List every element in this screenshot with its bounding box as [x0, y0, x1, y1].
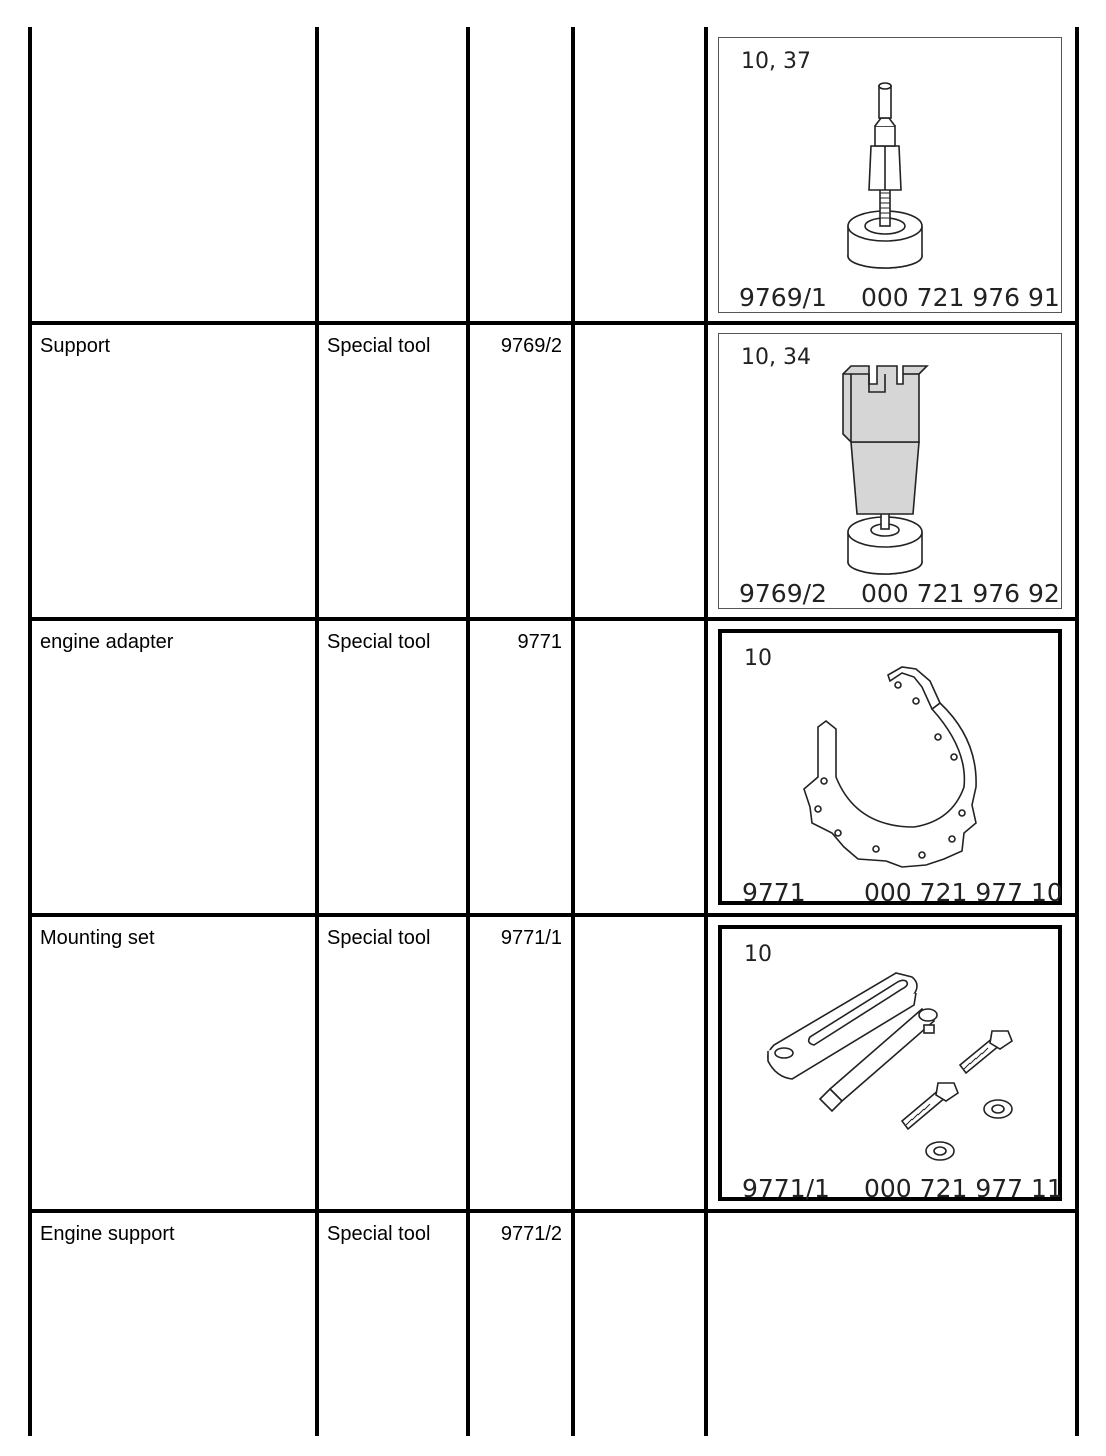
figure-order-number: 000 721 977 11 — [864, 1174, 1063, 1203]
tool-figure-9771 — [718, 629, 1062, 905]
row-3-type: Special tool — [327, 631, 431, 653]
tool-figure-9769-1 — [718, 37, 1062, 313]
adjustable-support-icon — [848, 83, 922, 268]
table-border-right — [1075, 27, 1079, 1436]
row-divider-2 — [30, 617, 1078, 621]
table-border-left — [28, 27, 32, 1436]
row-5-description: Engine support — [40, 1223, 175, 1245]
fork-support-icon — [843, 366, 927, 574]
row-divider-1 — [30, 321, 1078, 325]
figure-page-refs: 10, 34 — [741, 345, 811, 370]
figure-tool-number: 9769/1 — [739, 283, 827, 312]
figure-page-refs: 10, 37 — [741, 49, 811, 74]
mounting-set-icon — [768, 973, 1012, 1160]
row-3-description: engine adapter — [40, 631, 174, 653]
figure-order-number: 000 721 976 91 — [861, 283, 1060, 312]
row-3-part-number: 9771 — [517, 631, 562, 653]
row-2-type: Special tool — [327, 335, 431, 357]
figure-order-number: 000 721 977 10 — [864, 878, 1063, 907]
row-4-part-number: 9771/1 — [500, 927, 562, 949]
row-4-description: Mounting set — [40, 927, 155, 949]
column-divider-4 — [704, 27, 708, 1436]
engine-adapter-ring-icon — [804, 667, 976, 867]
column-divider-1 — [315, 27, 319, 1436]
figure-tool-number: 9769/2 — [739, 579, 827, 608]
tool-figure-9769-2 — [718, 333, 1062, 609]
figure-order-number: 000 721 976 92 — [861, 579, 1060, 608]
row-2-description: Support — [40, 335, 111, 357]
tool-figure-9771-1 — [718, 925, 1062, 1201]
row-5-part-number: 9771/2 — [500, 1223, 562, 1245]
row-4-type: Special tool — [327, 927, 431, 949]
figure-tool-number: 9771 — [742, 878, 806, 907]
column-divider-3 — [571, 27, 575, 1436]
row-2-part-number: 9769/2 — [500, 335, 562, 357]
figure-page-refs: 10 — [744, 646, 772, 671]
row-divider-3 — [30, 913, 1078, 917]
row-divider-4 — [30, 1209, 1078, 1213]
figure-tool-number: 9771/1 — [742, 1174, 830, 1203]
figure-page-refs: 10 — [744, 942, 772, 967]
row-5-type: Special tool — [327, 1223, 431, 1245]
